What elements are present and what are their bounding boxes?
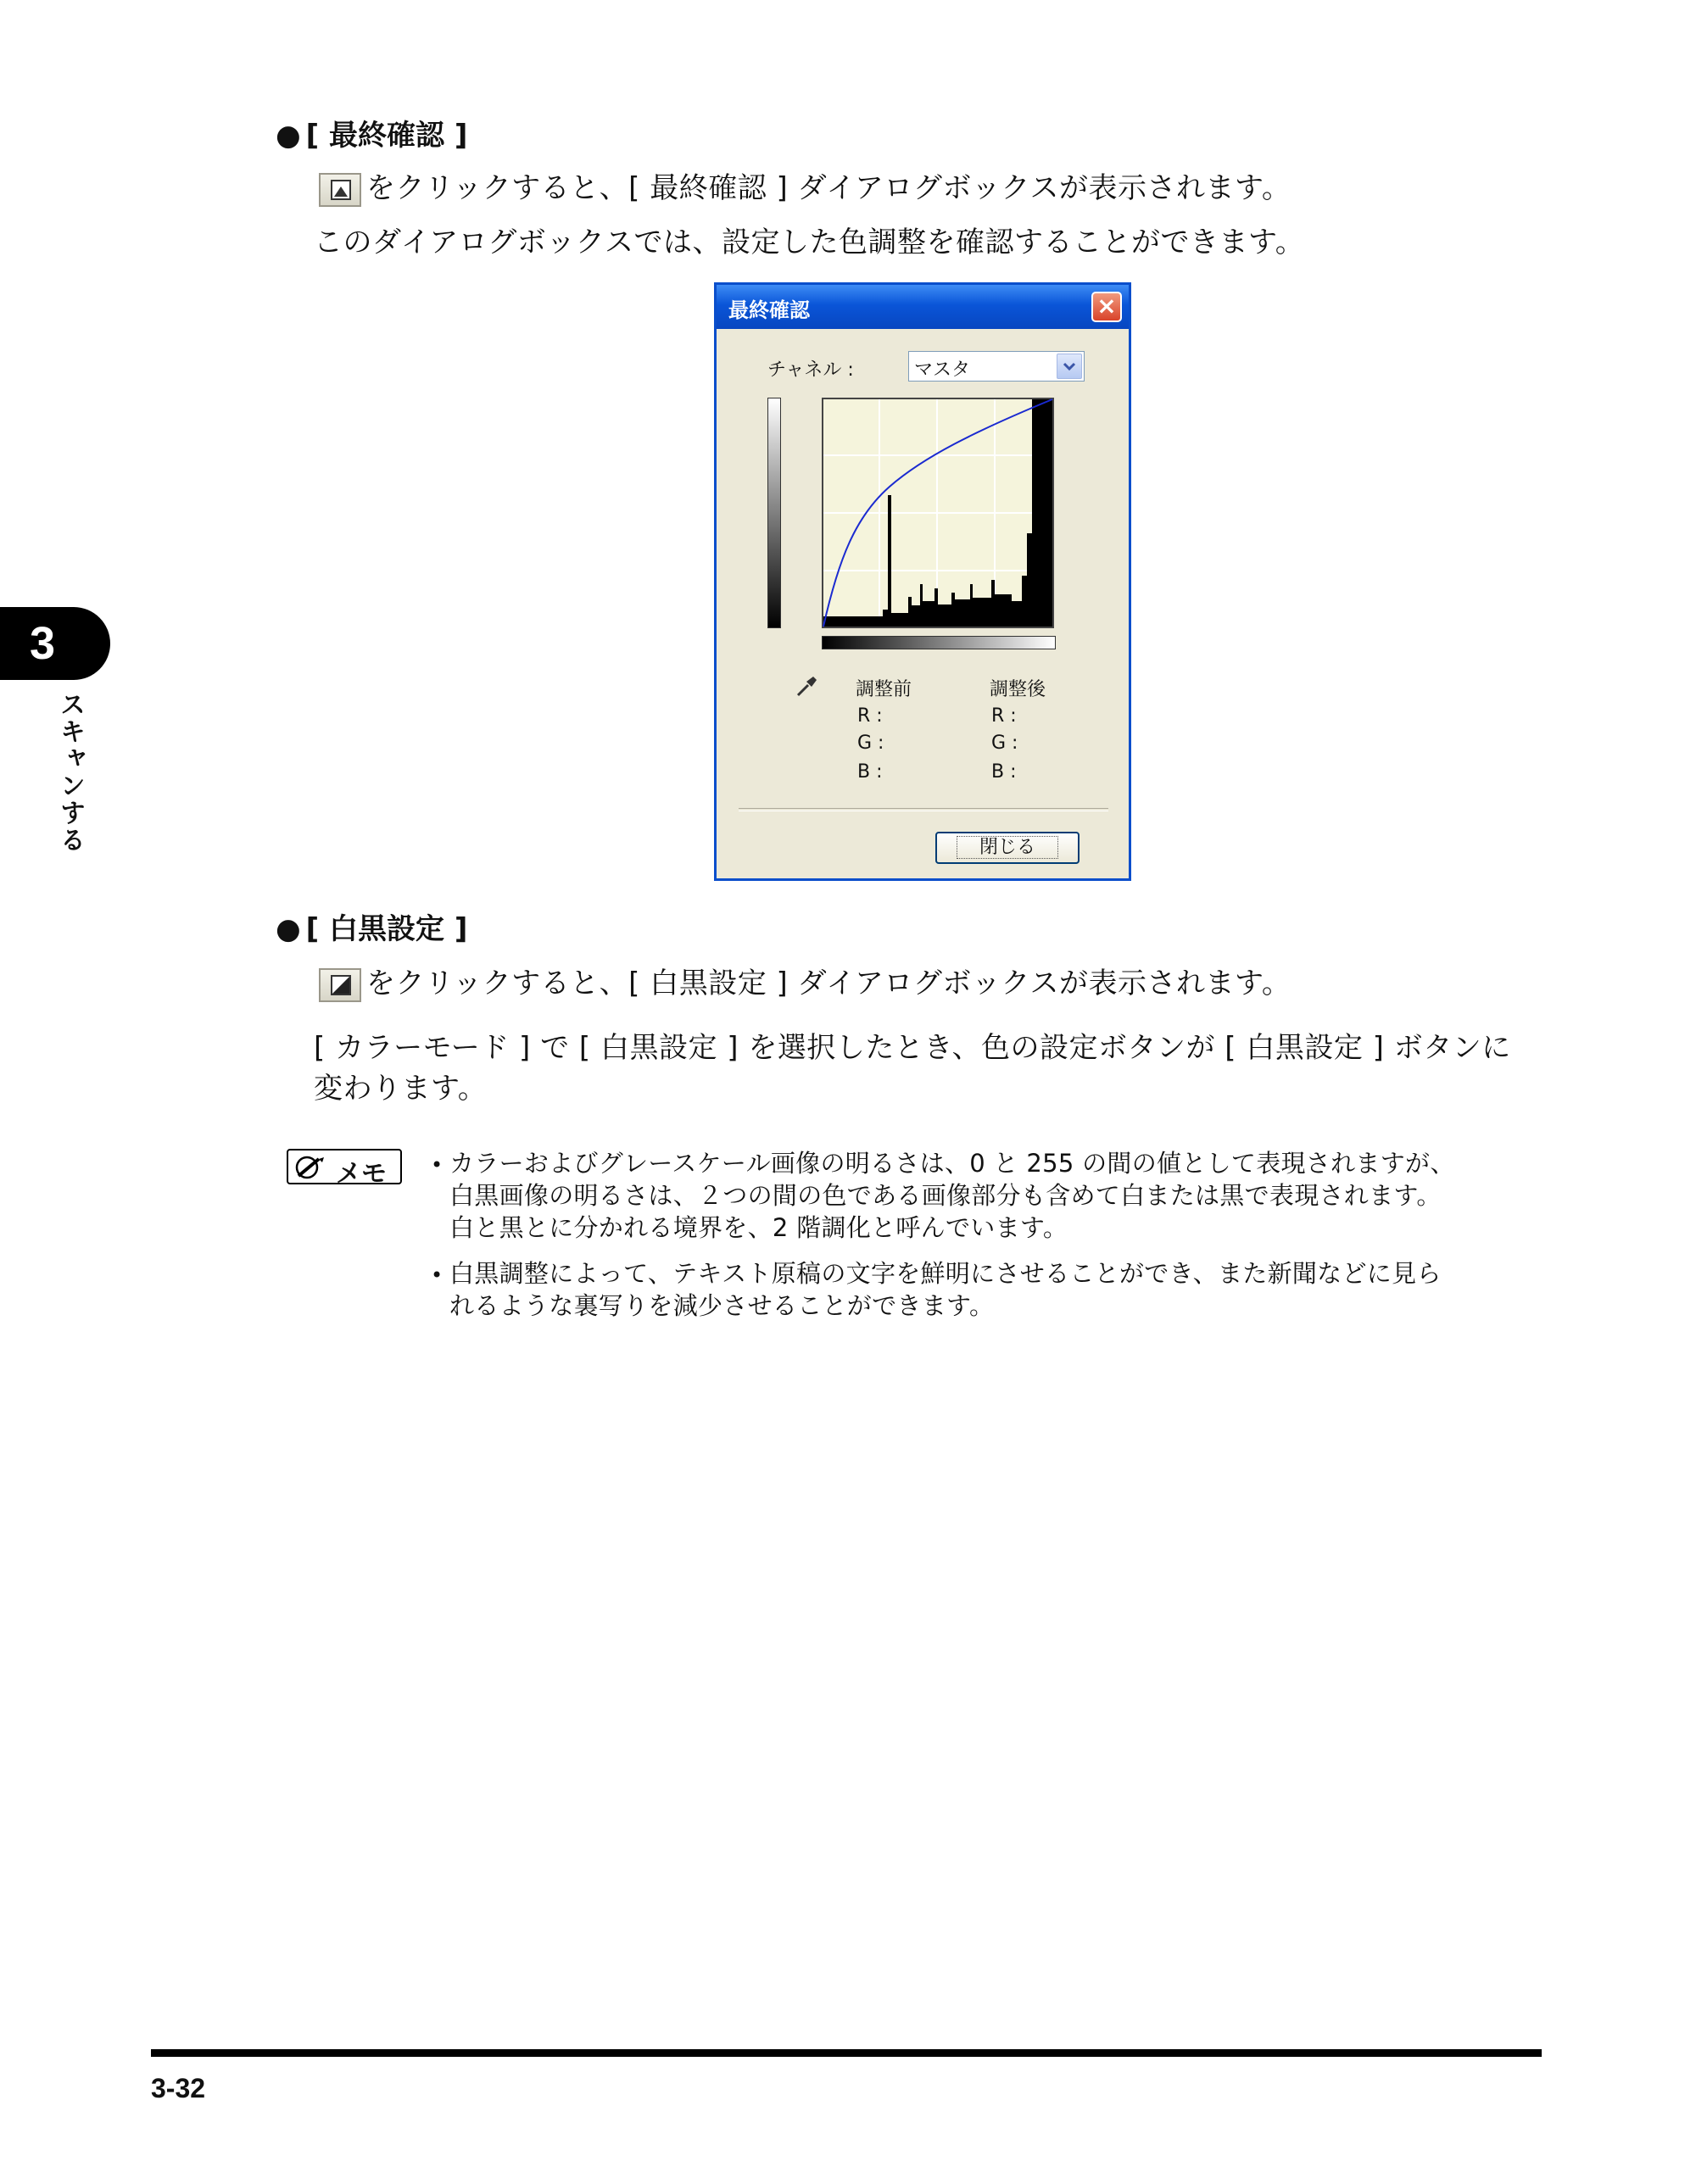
heading-text: [ 最終確認 ] xyxy=(305,119,468,153)
channel-value: マスタ xyxy=(914,359,971,381)
output-gradient-bar xyxy=(767,398,781,628)
chapter-label: スキャンする xyxy=(55,691,85,854)
eyedropper-icon[interactable] xyxy=(795,673,820,699)
channel-label: チャネル : xyxy=(767,359,854,381)
bullet-icon: ● xyxy=(276,912,301,946)
after-g-label: G : xyxy=(991,733,1018,754)
before-b-label: B : xyxy=(857,761,883,783)
section-heading-final-review xyxy=(276,117,467,154)
after-b-label: B : xyxy=(991,761,1017,783)
before-g-label: G : xyxy=(857,733,884,754)
after-r-label: R : xyxy=(991,705,1017,727)
divider xyxy=(739,808,1108,811)
after-label: 調整後 xyxy=(990,679,1046,700)
close-button[interactable] xyxy=(935,832,1080,864)
text: をクリックすると、[ 白黒設定 ] ダイアログボックスが表示されます。 xyxy=(366,967,1292,1000)
section-2-line-1 xyxy=(319,965,1291,1002)
text: をクリックすると、[ 最終確認 ] ダイアログボックスが表示されます。 xyxy=(366,171,1292,205)
section-1-line-1 xyxy=(319,170,1291,207)
section-1-line-2: このダイアログボックスでは、設定した色調整を確認することができます。 xyxy=(314,226,1305,259)
memo-badge xyxy=(287,1149,402,1189)
dialog-titlebar[interactable] xyxy=(717,285,1129,329)
chevron-down-icon[interactable] xyxy=(1057,354,1082,379)
memo-2-line-1: 白黒調整によって、テキスト原稿の文字を鮮明にさせることができ、また新聞などに見ら xyxy=(449,1259,1442,1288)
page-number: 3-32 xyxy=(151,2073,206,2103)
before-label: 調整前 xyxy=(856,679,912,700)
chapter-number-tab: 3 xyxy=(0,607,110,680)
before-r-label: R : xyxy=(857,705,883,727)
bullet-dot: • xyxy=(431,1153,444,1177)
dialog-title: 最終確認 xyxy=(728,298,810,322)
pencil-icon xyxy=(293,1156,327,1179)
tone-curve-histogram xyxy=(822,398,1056,630)
section-2-line-3: 変わります。 xyxy=(314,1072,488,1106)
final-review-icon xyxy=(319,173,361,207)
memo-1-line-3: 白と黒とに分かれる境界を、2 階調化と呼んでいます。 xyxy=(449,1213,1068,1242)
memo-label: メモ xyxy=(336,1159,387,1189)
input-gradient-bar xyxy=(822,636,1056,649)
memo-2-line-2: れるような裏写りを減少させることができます。 xyxy=(449,1291,995,1320)
memo-1-line-1: カラーおよびグレースケール画像の明るさは、0 と 255 の間の値として表現されますが、 xyxy=(449,1149,1455,1178)
section-2-line-2: [ カラーモード ] で [ 白黒設定 ] を選択したとき、色の設定ボタンが [ 白黒設定 ] ボタンに xyxy=(314,1031,1511,1065)
black-white-setting-icon xyxy=(319,968,361,1002)
close-button-label: 閉じる xyxy=(957,836,1058,859)
footer-rule xyxy=(151,2049,1542,2057)
final-review-dialog xyxy=(714,282,1131,881)
heading-text: [ 白黒設定 ] xyxy=(305,912,468,946)
channel-select[interactable] xyxy=(908,351,1085,382)
section-heading-black-white xyxy=(276,911,467,948)
close-icon[interactable]: × xyxy=(1091,292,1122,322)
bullet-dot: • xyxy=(431,1263,444,1287)
memo-1-line-2: 白黒画像の明るさは、２つの間の色である画像部分も含めて白または黒で表現されます。 xyxy=(449,1181,1442,1210)
bullet-icon: ● xyxy=(276,119,301,153)
